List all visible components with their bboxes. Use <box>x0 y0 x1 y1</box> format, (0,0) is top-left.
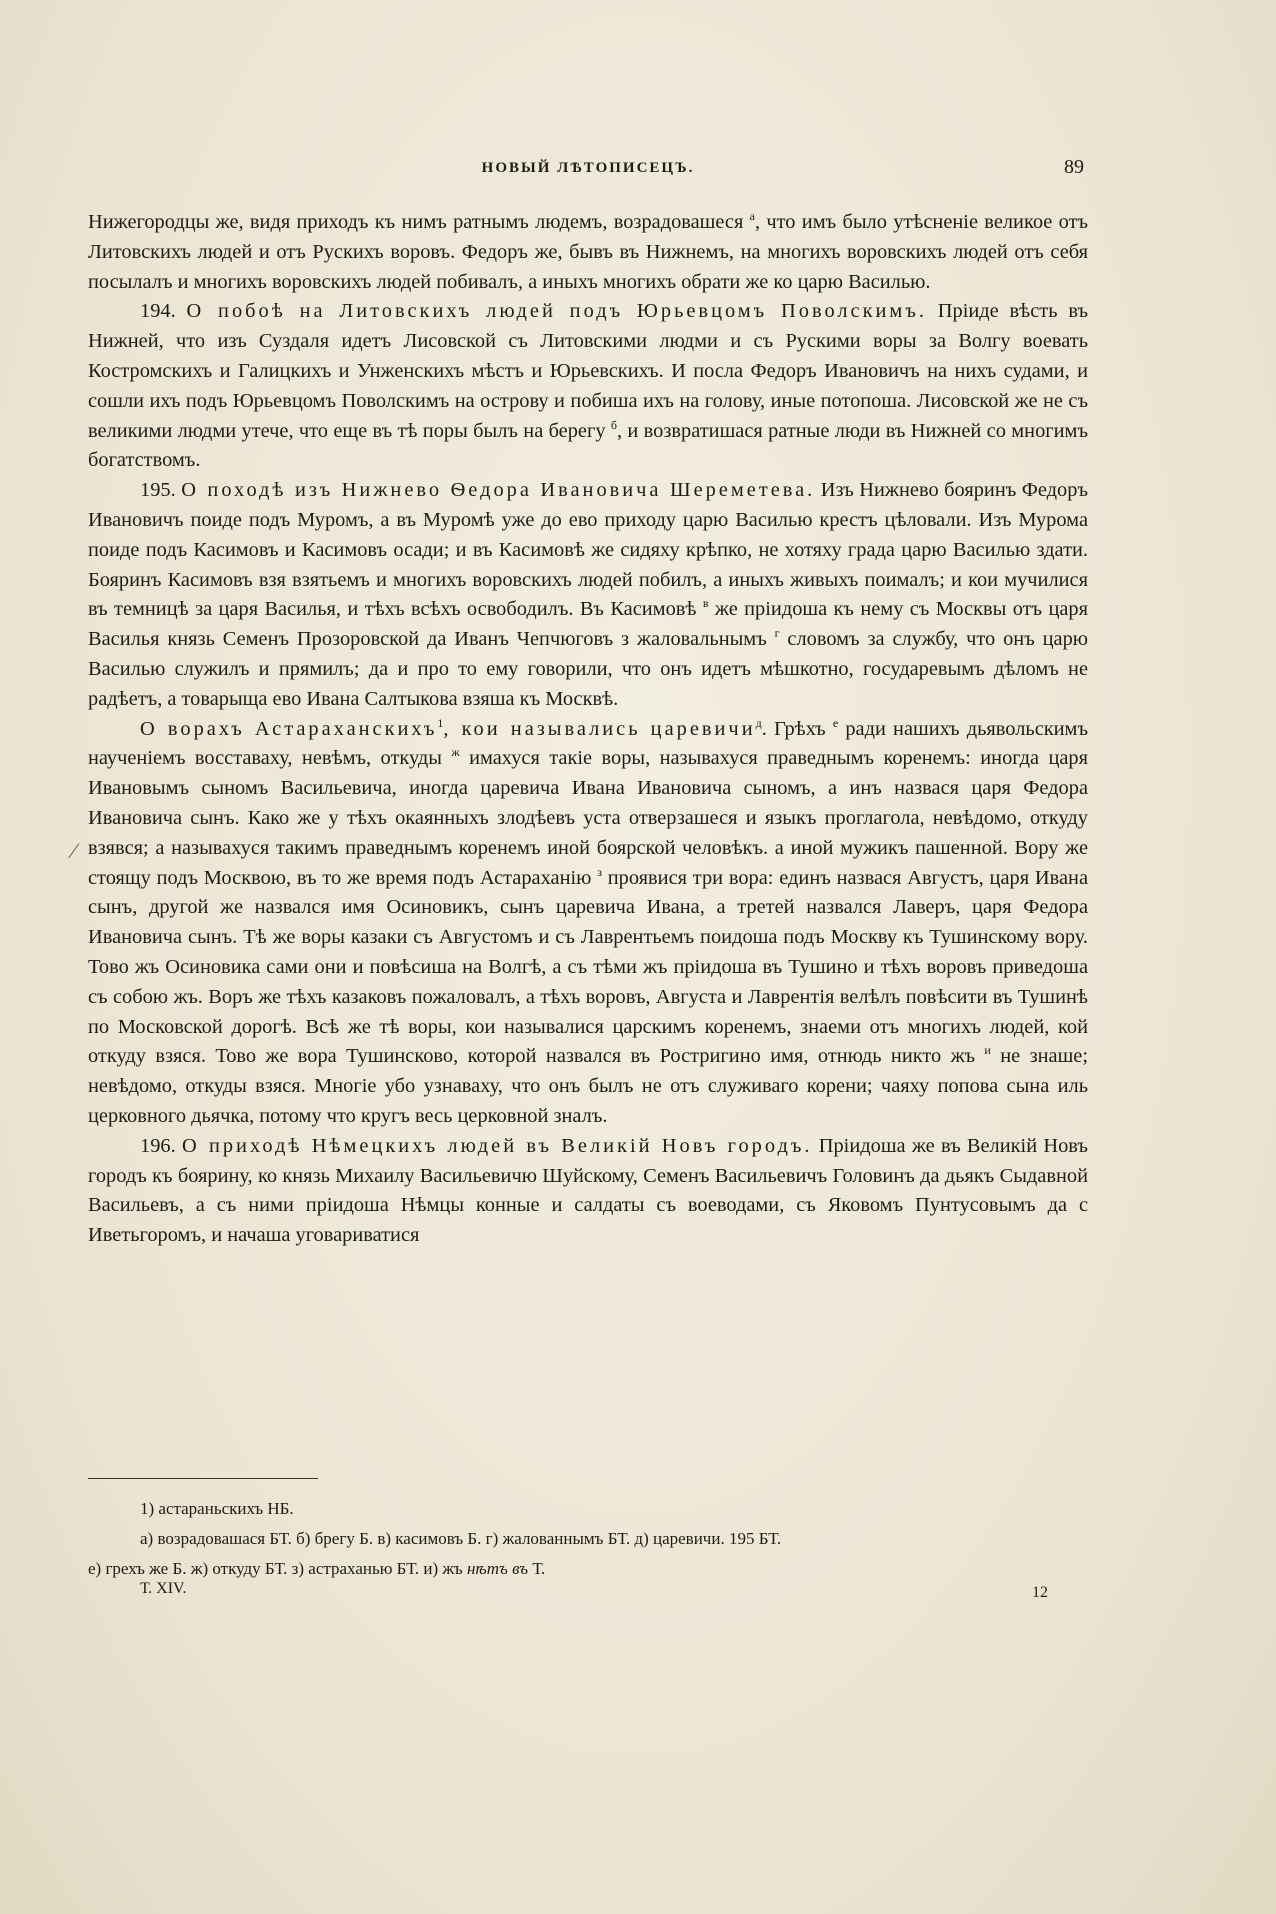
signature-mark: 12 <box>1032 1584 1048 1601</box>
body-text <box>88 208 1088 1251</box>
chapter-number: 194. <box>140 300 176 323</box>
paragraph-194: 194. О побоѣ на Литовскихъ людей подъ Юрьевцомъ Поволскимъ. Пріиде вѣсть въ Нижней, что изъ Суздаля идетъ Лисовской съ Литовскими людми и съ Рускими воры за Волгу воевать Костромскихъ и Галицкихъ и Унженскихъ мѣстъ и Юрьевскихъ. И посла Федоръ Ивановичъ на нихъ судами, и сошли ихъ подъ Юрьевцомъ Поволскимъ на острову и побиша ихъ на голову, иные потопоша. Лисовской же не съ великими людми утече, что еще въ тѣ поры былъ на берегу $^б$, и возвратишася ратные люди въ Нижней со многимъ богатствомъ. <box>88 300 1089 472</box>
variant-notes-line-1: а) возрадовашася БТ. б) брегу Б. в) касимовъ Б. г) жалованнымъ БТ. д) царевичи. 195 БТ. <box>140 1529 782 1548</box>
variant-notes-line-2: е) грехъ же Б. ж) откуду БТ. з) астраханью БТ. и) жъ нѣтъ въ Т. <box>88 1559 546 1578</box>
footnote-ref: 1 <box>437 715 444 730</box>
footnotes <box>88 1494 1088 1584</box>
variant-sigla: г <box>774 626 780 641</box>
footnote-1: 1) астараньскихъ НБ. <box>140 1499 294 1518</box>
running-head: НОВЫЙ ЛѢТОПИСЕЦЪ. <box>481 160 695 176</box>
page-footer <box>88 1580 1088 1610</box>
chapter-number: 195. <box>140 479 176 502</box>
chapter-number: 196. <box>140 1134 176 1157</box>
pencil-mark-icon: ⁄ <box>72 838 76 863</box>
chapter-heading: О ворахъ Астараханскихъ <box>140 717 438 740</box>
paragraph-astrakhan: О ворахъ Астараханскихъ$^1$, кои назывались царевичи$^д$. Грѣхъ $^е$ ради нашихъ дьявольскимъ наученіемъ восставаху, невѣмъ, откуды $^ж$ имахуся такіе воры, называхуся праведнымъ коренемъ: иногда царя Ивановымъ сыномъ Васильевича, иногда царевича Ивана Ивановича сыномъ, а инъ назвася царя Федора Ивановича сынъ. Како же у тѣхъ окаянныхъ злодѣевъ уста отверзашеся и языкъ проглагола, невѣдомо, откуду взявся; а называхуся такимъ праведнымъ коренемъ иной боярской человѣкъ. а иной мужикъ пашенной. Вору же стоящу подъ Москвою, въ то же время подъ Астараханію $^з$ проявися три вора: единъ назвася Августъ, царя Ивана сынъ, другой же назвался имя Осиновикъ, сынъ царевича Ивана, а третей назвался Лаверъ, царя Федора Ивановича сынъ. Тѣ же воры казаки съ Августомъ и съ Лаврентьемъ поидоша подъ Москву къ Тушинскому вору. Тово жъ Осиновика сами они и повѣсиша на Волгѣ, а съ тѣми жъ пріидоша въ Тушино и тѣхъ воровъ приведоша съ собою жъ. Воръ же тѣхъ казаковъ пожаловалъ, а тѣхъ воровъ, Августа и Лаврентія велѣлъ повѣсити въ Тушинѣ по Московской дорогѣ. Всѣ же тѣ воры, кои называлися царскимъ коренемъ, знаеми отъ многихъ людей, кой откуду взяся. Тово же вора Тушинсково, которой назвался въ Ростригино имя, отнюдь никто жъ $^и$ не знаше; невѣдомо, откуды взяся. Многіе убо узнаваху, что онъ былъ не отъ служиваго корени; чаяху попова сына иль церковного дьячка, потому что кругъ весь церковной зналъ. <box>88 715 1089 1127</box>
variant-sigla: в <box>702 596 709 611</box>
page-number: 89 <box>1064 156 1084 178</box>
volume-mark: Т. XIV. <box>140 1580 187 1597</box>
variant-sigla: ж <box>451 745 460 760</box>
chapter-heading: О приходѣ Нѣмецкихъ людей въ Великій Новъ городъ. <box>181 1134 813 1157</box>
paragraph-1: Нижегородцы же, видя приходъ къ нимъ ратнымъ людемъ, возрадовашеся $^а$, что имъ было утѣсненіе великое отъ Литовскихъ людей и отъ Рускихъ воровъ. Федоръ же, бывъ въ Нижнемъ, на многихъ воровскихъ людей отъ себя посылалъ и многихъ воровскихъ людей побивалъ, а иныхъ многихъ обрати же ко царю Василью. <box>88 209 1088 293</box>
footnote-rule <box>88 1478 318 1479</box>
variant-sigla: и <box>984 1043 991 1058</box>
variant-sigla: а <box>749 209 755 224</box>
paragraph-196: 196. О приходѣ Нѣмецкихъ людей въ Великій Новъ городъ. Пріидоша же въ Великій Новъ городъ къ боярину, ко князь Михаилу Васильевичю Шуйскому, Семенъ Васильевичъ Головинъ да дьякъ Сыдавной Васильевъ, а съ ними пріидоша Нѣмцы конные и салдаты съ воеводами, съ Яковомъ Пунтусовымъ да с Иветьгоромъ, и начаша уговариватися <box>88 1134 1088 1247</box>
variant-sigla: д <box>755 715 762 730</box>
variant-sigla: з <box>597 864 602 879</box>
variant-sigla: б <box>610 417 617 432</box>
chapter-heading: О походѣ изъ Нижнево Ѳедора Ивановича Шереметева. <box>181 479 816 502</box>
chapter-heading-cont: , кои назывались царевичи <box>443 717 756 740</box>
page-header <box>88 156 1088 190</box>
variant-sigla: е <box>832 715 839 730</box>
chapter-heading: О побоѣ на Литовскихъ людей подъ Юрьевцомъ Поволскимъ. <box>186 300 927 323</box>
paragraph-195: 195. О походѣ изъ Нижнево Ѳедора Ивановича Шереметева. Изъ Нижнево бояринъ Федоръ Ивановичъ поиде подъ Муромъ, а въ Муромѣ уже до ево приходу царю Василью крестъ цѣловали. Изъ Мурома поиде подъ Касимовъ и Касимовъ осади; и въ Касимовѣ же сидяху крѣпко, не хотяху града царю Василью здати. Бояринъ Касимовъ взя взятьемъ и многихъ воровскихъ людей побилъ, а иныхъ живыхъ поималъ; и кои мучилися въ темницѣ за царя Василья, и тѣхъ всѣхъ освободилъ. Въ Касимовѣ $^в$ же пріидоша къ нему съ Москвы отъ царя Василья князь Семенъ Прозоровской да Иванъ Чепчюговъ з жаловальнымъ $^г$ словомъ за службу, что онъ царю Василью служилъ и прямилъ; да и про то ему говорили, что онъ идетъ мѣшкотно, государевымъ дѣломъ не радѣетъ, а товарыща ево Ивана Салтыкова взяша къ Москвѣ. <box>88 479 1089 710</box>
